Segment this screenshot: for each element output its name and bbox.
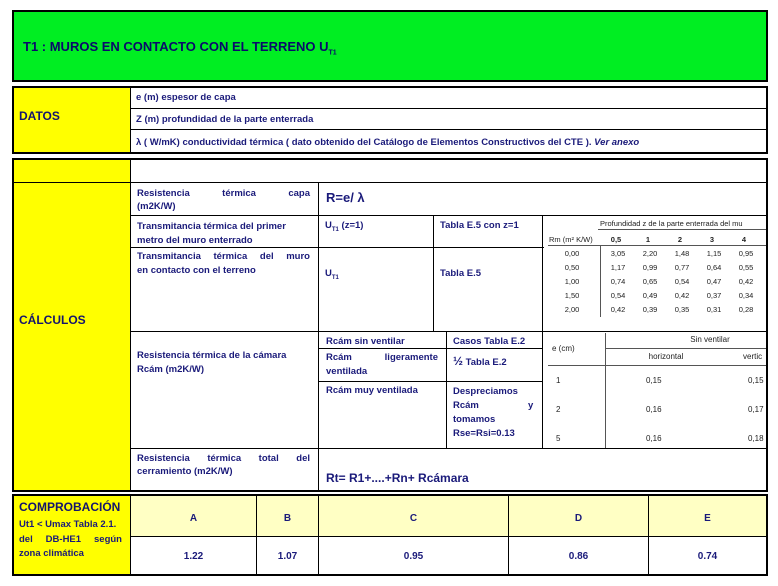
- tabla-e5-z1-cell: Tabla E.5 con z=1: [440, 220, 519, 231]
- half-tabla-e2: ½ Tabla E.2: [453, 354, 507, 368]
- tabla-e5-value-cell: 0,54: [610, 291, 626, 300]
- ut1-z1-cell: $U_{T1}$ (z=1): [325, 220, 364, 233]
- despreciamos-1: Despreciamos: [453, 386, 518, 397]
- tabla-e5-title: Profundidad z de la parte enterrada del mu: [600, 219, 743, 228]
- tabla-e5-rm-header: Rm (m² K/W): [549, 235, 593, 244]
- zone-e-header: E: [704, 513, 711, 524]
- zone-e-value: 0.74: [697, 551, 718, 562]
- tabla-e5-rm-cell: 0,50: [564, 263, 580, 272]
- tabla-e2-value-cell: 0,15: [646, 376, 662, 385]
- tabla-e2-value-cell: 0,18: [748, 434, 764, 443]
- datos-label: DATOS: [19, 109, 60, 123]
- datos-row-espesor: e (m) espesor de capa: [136, 92, 236, 103]
- tabla-e2-sin-ventilar: Sin ventilar: [690, 335, 730, 344]
- page-title: T1 : MUROS EN CONTACTO CON EL TERRENO $U_{T1}$: [23, 39, 337, 57]
- transm-muro-label-2: en contacto con el terreno: [137, 265, 256, 276]
- tabla-e5-value-cell: 0,99: [642, 263, 658, 272]
- tabla-e2-vertical: vertic: [743, 352, 763, 361]
- tabla-e5-value-cell: 0,74: [610, 277, 626, 286]
- rcam-muy-ventilada: Rcám muy ventilada: [326, 385, 418, 396]
- resistencia-capa-label-2: (m2K/W): [137, 201, 176, 212]
- tabla-e2-value-cell: 0,16: [646, 434, 662, 443]
- tabla-e2-value-cell: 0,15: [748, 376, 764, 385]
- tabla-e5-value-cell: 0,39: [642, 305, 658, 314]
- despreciamos-2a: Rcám: [453, 400, 479, 411]
- transm-primer-label-2: metro del muro enterrado: [137, 235, 253, 246]
- casos-tabla-e2: Casos Tabla E.2: [453, 336, 526, 347]
- zone-c-header: C: [409, 513, 418, 524]
- tabla-e5-rm-cell: 1,50: [564, 291, 580, 300]
- tabla-e5-z-header: 3: [709, 235, 715, 244]
- tabla-e5-value-cell: 0,34: [738, 291, 754, 300]
- tabla-e5-value-cell: 2,20: [642, 249, 658, 258]
- tabla-e5-value-cell: 0,55: [738, 263, 754, 272]
- tabla-e5-value-cell: 0,65: [642, 277, 658, 286]
- tabla-e5-rm-cell: 0,00: [564, 249, 580, 258]
- ut1-cell: $U_{T1}$: [325, 268, 339, 281]
- tabla-e5-rm-cell: 2,00: [564, 305, 580, 314]
- tabla-e5-value-cell: 0,95: [738, 249, 754, 258]
- tabla-e5-z-header: 1: [645, 235, 651, 244]
- rcam-lig-ventilada-1: Rcám ligeramente: [326, 352, 438, 363]
- tabla-e2-e-cell: 1: [556, 376, 561, 385]
- camara-label-2: Rcám (m2K/W): [137, 364, 205, 375]
- formula-r: R=e/ λ: [326, 190, 365, 205]
- zone-a-value: 1.22: [183, 551, 204, 562]
- tabla-e5-value-cell: 1,15: [706, 249, 722, 258]
- zone-c-value: 0.95: [403, 551, 424, 562]
- datos-row-conductividad: λ ( W/mK) conductividad térmica ( dato obtenido del Catálogo de Elementos Constructivos del CTE ). Ver anexo: [136, 137, 640, 148]
- tabla-e5-value-cell: 0,49: [642, 291, 658, 300]
- despreciamos-3: tomamos: [453, 414, 496, 425]
- transm-muro-label-1: Transmitancia térmica del muro: [137, 251, 310, 262]
- tabla-e5-value-cell: 0,42: [674, 291, 690, 300]
- comprobacion-sub-2: del DB-HE1 según: [19, 534, 122, 545]
- tabla-e2-e-cell: 5: [556, 434, 561, 443]
- comprobacion-sub-1: Ut1 < Umax Tabla 2.1.: [19, 519, 117, 530]
- tabla-e5-value-cell: 0,42: [610, 305, 626, 314]
- tabla-e5-value-cell: 1,17: [610, 263, 626, 272]
- tabla-e5-value-cell: 0,77: [674, 263, 690, 272]
- formula-rt: Rt= R1+....+Rn+ Rcámara: [326, 471, 469, 485]
- tabla-e5-rm-cell: 1,00: [564, 277, 580, 286]
- tabla-e2-e-cell: 2: [556, 405, 561, 414]
- total-label-2: cerramiento (m2K/W): [137, 466, 233, 477]
- rcam-lig-ventilada-2: ventilada: [326, 366, 368, 377]
- tabla-e5-z-header: 2: [677, 235, 683, 244]
- despreciamos-4: Rse=Rsi=0.13: [453, 428, 515, 439]
- zone-b-header: B: [283, 513, 292, 524]
- tabla-e5-value-cell: 0,28: [738, 305, 754, 314]
- zone-d-value: 0.86: [568, 551, 589, 562]
- comprobacion-sub-3: zona climática: [19, 548, 84, 559]
- header-banner: [12, 10, 768, 82]
- tabla-e2-value-cell: 0,16: [646, 405, 662, 414]
- tabla-e2-value-cell: 0,17: [748, 405, 764, 414]
- rcam-sin-ventilar: Rcám sin ventilar: [326, 336, 405, 347]
- transm-primer-label-1: Transmitancia térmica del primer: [137, 221, 286, 232]
- tabla-e5-value-cell: 0,47: [706, 277, 722, 286]
- ver-anexo-link[interactable]: Ver anexo: [594, 137, 640, 148]
- zone-d-header: D: [574, 513, 583, 524]
- tabla-e5-z-header: 4: [741, 235, 747, 244]
- zone-b-value: 1.07: [277, 551, 298, 562]
- total-label-1: Resistencia térmica total del: [137, 453, 310, 464]
- tabla-e5-value-cell: 0,35: [674, 305, 690, 314]
- tabla-e5-value-cell: 0,64: [706, 263, 722, 272]
- datos-row-profundidad: Z (m) profundidad de la parte enterrada: [136, 114, 314, 125]
- calculos-label: CÁLCULOS: [19, 313, 86, 327]
- resistencia-capa-label-1: Resistencia térmica capa: [137, 188, 310, 199]
- comprobacion-label: COMPROBACIÓN: [19, 500, 121, 514]
- calculos-content: [130, 160, 766, 490]
- despreciamos-2b: y: [528, 400, 534, 411]
- tabla-e5-value-cell: 0,42: [738, 277, 754, 286]
- tabla-e5-value-cell: 0,37: [706, 291, 722, 300]
- tabla-e2-horizontal: horizontal: [648, 352, 684, 361]
- tabla-e5-value-cell: 0,31: [706, 305, 722, 314]
- tabla-e5-value-cell: 0,54: [674, 277, 690, 286]
- camara-label-1: Resistencia térmica de la cámara: [137, 350, 287, 361]
- tabla-e2-e-header: e (cm): [552, 344, 575, 353]
- zone-a-header: A: [189, 513, 198, 524]
- tabla-e5-cell: Tabla E.5: [440, 268, 482, 279]
- tabla-e5-z-header: 0,5: [610, 235, 622, 244]
- tabla-e5-value-cell: 3,05: [610, 249, 626, 258]
- tabla-e5-value-cell: 1,48: [674, 249, 690, 258]
